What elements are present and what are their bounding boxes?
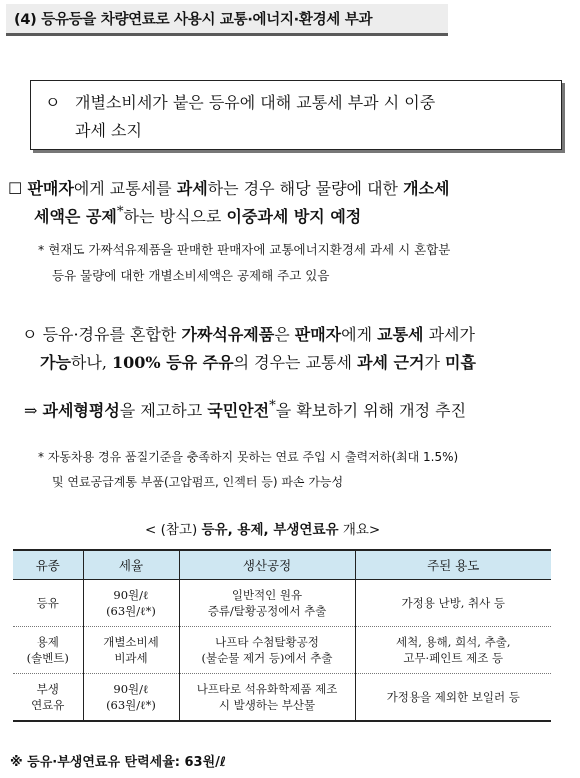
text-equity: 과세형평성 <box>42 401 120 420</box>
cell-line: 등유 <box>36 596 59 610</box>
text-span: 의 경우는 교통세 <box>233 353 358 372</box>
text-seller: 판매자 <box>294 325 342 344</box>
note-1-line-1 <box>38 240 450 258</box>
text-span: 가 <box>424 353 445 372</box>
bullet: ㅇ <box>22 325 38 344</box>
note-star: * <box>38 242 45 257</box>
overview-table <box>13 549 551 722</box>
paragraph-1-line-2 <box>34 204 361 227</box>
summary-line-2: 과세 소지 <box>75 121 142 140</box>
cell-line: 개별소비세 <box>103 635 159 649</box>
cell-line: 비과세 <box>114 651 148 665</box>
cell-line: (63원/ℓ*) <box>106 698 156 712</box>
note-1-line-2: 등유 물량에 대한 개별소비세액은 공제해 주고 있음 <box>52 268 330 283</box>
text-span: 을 제고하고 <box>119 401 208 420</box>
paragraph-1-line-1 <box>8 176 449 199</box>
table-row <box>13 627 551 674</box>
cell-fuel-type <box>13 627 83 674</box>
arrow-icon: ⇒ <box>24 401 38 420</box>
table-header-row <box>13 550 551 580</box>
cell-usage <box>355 674 551 722</box>
cell-fuel-type <box>13 674 83 722</box>
text-taxation: 과세 <box>176 179 208 198</box>
paragraph-2-line-1 <box>22 322 475 345</box>
paragraph-3 <box>24 398 466 421</box>
text-excise: 개소세 <box>403 179 450 198</box>
summary-bullet: ㅇ <box>45 93 61 112</box>
table-row <box>13 674 551 722</box>
table-caption <box>145 518 380 538</box>
text-span: 은 <box>274 325 295 344</box>
text-span: 개요> <box>338 522 381 538</box>
cell-process <box>179 580 355 627</box>
header-process: 생산공정 <box>179 550 355 580</box>
cell-tax-rate <box>83 627 179 674</box>
text-fake-fuel: 가짜석유제품 <box>181 325 275 344</box>
paragraph-2-line-2 <box>40 350 476 373</box>
cell-line: 가정용을 제외한 보일러 등 <box>386 690 520 704</box>
cell-process <box>179 627 355 674</box>
cell-line: 가정용 난방, 취사 등 <box>401 596 505 610</box>
checkbox-bullet: ☐ <box>8 179 23 198</box>
text-span: 하는 경우 해당 물량에 대한 <box>207 179 404 198</box>
text-span: 등유, 용제, 부생연료유 <box>201 522 339 538</box>
text-seller: 판매자 <box>27 179 74 198</box>
cell-usage <box>355 580 551 627</box>
cell-tax-rate <box>83 580 179 627</box>
text-span: 을 확보하기 위해 개정 추진 <box>275 401 467 420</box>
cell-line: 시 발생하는 부산물 <box>218 698 316 712</box>
text-kerosene-fill: 100% 등유 주유 <box>112 353 234 372</box>
text-span: 에게 교통세를 <box>73 179 177 198</box>
text-insufficient: 미흡 <box>445 353 476 372</box>
summary-line-1: 개별소비세가 붙은 등유에 대해 교통세 부과 시 이중 <box>75 93 436 112</box>
text-tax-deduction: 세액은 공제 <box>34 207 117 226</box>
header-usage: 주된 용도 <box>355 550 551 580</box>
cell-line: 부생 <box>36 682 59 696</box>
text-possible: 가능 <box>40 353 71 372</box>
text-transport-tax: 교통세 <box>377 325 424 344</box>
text-safety: 국민안전 <box>207 401 270 420</box>
cell-process <box>179 674 355 722</box>
cell-line: (불순물 제거 등)에서 추출 <box>201 651 333 665</box>
table-row <box>13 580 551 627</box>
cell-line: 90원/ℓ <box>113 588 149 602</box>
cell-line: 나프타로 석유화학제품 제조 <box>196 682 338 696</box>
summary-box <box>30 80 562 150</box>
cell-line: 용제 <box>36 635 59 649</box>
note-2-line-2: 및 연료공급계통 부품(고압펌프, 인젝터 등) 파손 가능성 <box>52 475 344 489</box>
footnote-marker: * <box>269 398 276 414</box>
text-tax-basis: 과세 근거 <box>357 353 425 372</box>
cell-line: 증류/탈황공정에서 추출 <box>207 604 327 618</box>
note-star: * <box>38 450 44 464</box>
text-span: < (참고) <box>145 522 202 538</box>
text-span: 등유·경유를 혼합한 <box>42 325 182 344</box>
text-span: 하는 방식으로 <box>123 207 227 226</box>
section-heading: (4) 등유등을 차량연료로 사용시 교통·에너지·환경세 부과 <box>6 4 448 36</box>
note-2-line-1 <box>38 448 458 465</box>
cell-usage <box>355 627 551 674</box>
cell-line: 고무·페인트 제조 등 <box>403 651 504 665</box>
header-tax-rate: 세율 <box>83 550 179 580</box>
cell-line: 일반적인 원유 <box>231 588 303 602</box>
cell-line: (63원/ℓ*) <box>106 604 156 618</box>
text-span: 과세가 <box>423 325 475 344</box>
cell-fuel-type <box>13 580 83 627</box>
cell-line: 90원/ℓ <box>113 682 149 696</box>
cell-line: 나프타 수첨탈황공정 <box>215 635 319 649</box>
note-text: 자동차용 경유 품질기준을 충족하지 못하는 연료 주입 시 출력저하(최대 1.5%) <box>47 450 459 464</box>
cell-line: (솔벤트) <box>26 651 69 665</box>
cell-line: 연료유 <box>31 698 65 712</box>
text-span: 에게 <box>341 325 378 344</box>
footnote-marker: * <box>116 204 124 220</box>
footnote: ※ 등유·부생연료유 탄력세율: 63원/ℓ <box>10 755 227 770</box>
cell-tax-rate <box>83 674 179 722</box>
cell-line: 세척, 용해, 희석, 추출, <box>396 635 511 649</box>
note-text: 현재도 가짜석유제품을 판매한 판매자에 교통에너지환경세 과세 시 혼합분 <box>48 242 451 257</box>
header-fuel-type: 유종 <box>13 550 83 580</box>
text-double-tax: 이중과세 방지 예정 <box>226 207 362 226</box>
text-span: 하나, <box>70 353 113 372</box>
